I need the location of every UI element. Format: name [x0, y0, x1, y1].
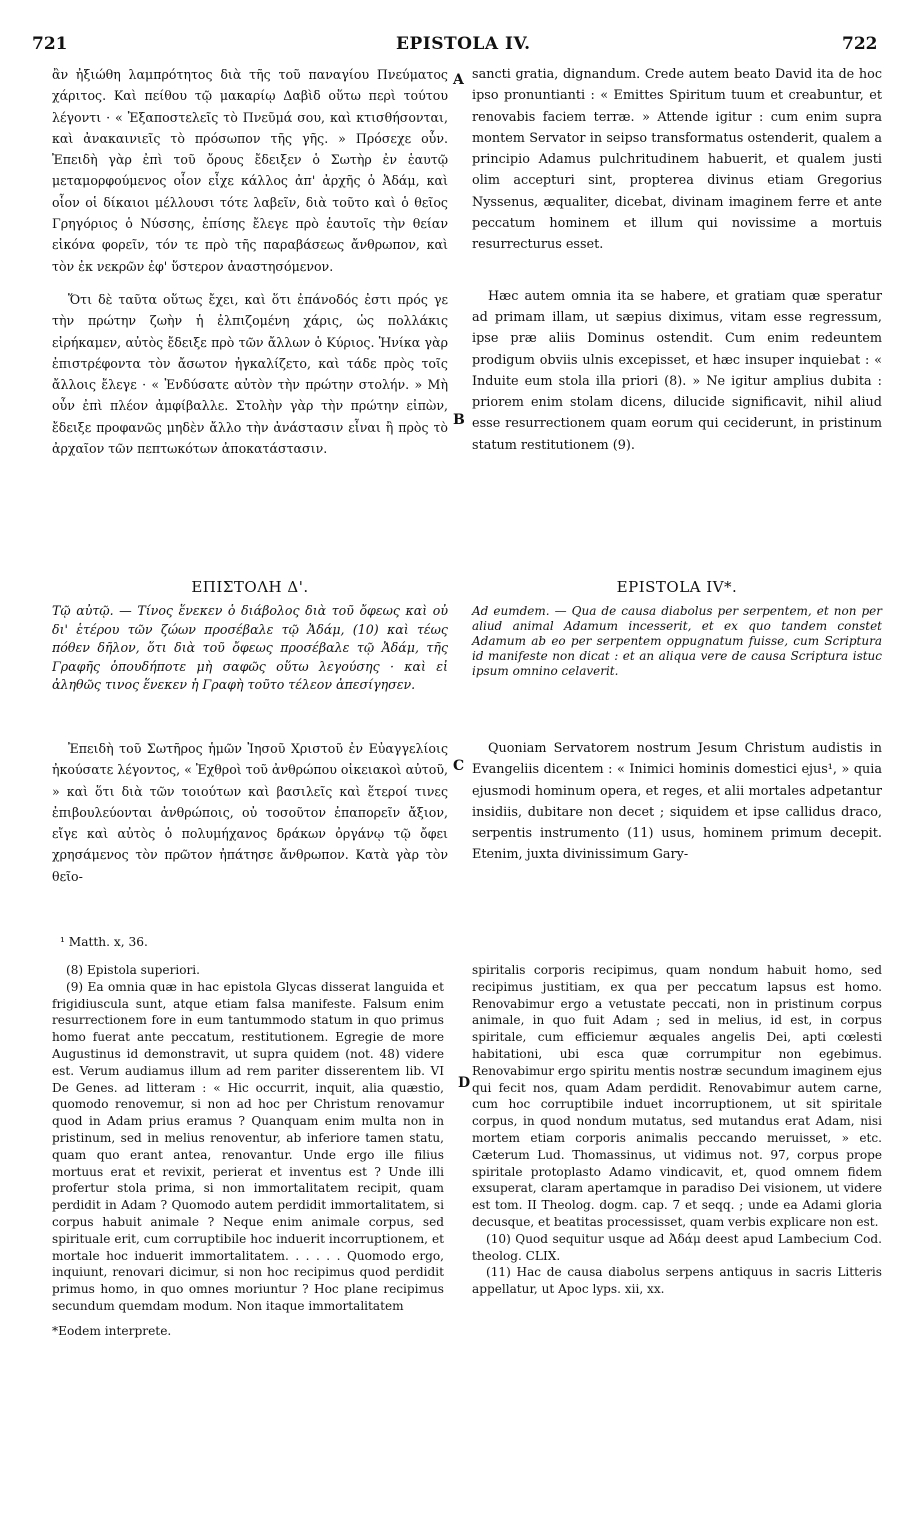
- greek-summary: Τῷ αὐτῷ. — Τίνος ἕνεκεν ὁ διάβολος διὰ τοῦ ὄφεως καὶ οὐ δι' ἑτέρου τῶν ζώων προσέβαλε τῷ Ἀδάμ, (10) καὶ τέως πόθεν δῆλον, ὅτι διὰ τοῦ ὄφεως προσέβαλε τῷ Ἀδάμ, τῆς Γραφῆς ὁπουδήποτε μὴ σαφῶς οὕτω λεγούσης · καὶ εἰ ἀληθῶς τινος ἕνεκεν ἡ Γραφὴ τοῦτο τέλεον ἀπεσίγησεν.: [52, 603, 448, 692]
- note-8: (8) Epistola superiori.: [66, 963, 200, 977]
- greek-epistle-title: ΕΠΙΣΤΟΛΗ Δ'.: [191, 578, 309, 596]
- page-number-left: 721: [32, 34, 68, 54]
- note-10: (10) Quod sequitur usque ad Ἀδάμ deest apud Lambecium Cod. theolog. CLIX.: [472, 1231, 882, 1263]
- greek-column-top: [52, 64, 448, 459]
- greek-epistle-head: [52, 578, 448, 695]
- latin-paragraph-3: Quoniam Servatorem nostrum Jesum Christum audistis in Evangeliis dicentem : « Inimici hominis domestici ejus¹, » quia ejusmodi hominum opera, et reges, et alii mortales adpetantur insidiis, dubitare non decet ; siquidem et ipse callidus draco, serpentis instrumento (11) usus, hominem primum decepit. Etenim, juxta divinissimum Gary-: [472, 741, 882, 863]
- latin-paragraph-2: Hæc autem omnia ita se habere, et gratiam quæ speratur ad primam illam, ut sæpius diximus, vitam esse regressum, ipse præ aliis Dominus ostendit. Cum enim redeuntem prodigum obviis ulnis excepisset, et hæc insuper inquiebat : « Induite eum stola illa priori (8). » Ne igitur amplius dubita : priorem enim stolam dicens, dilucide significavit, nihil aliud esse resurrectionem quam eorum qui ceciderunt, in pristinum statum restitutionem (9).: [472, 288, 882, 453]
- running-title: EPISTOLA IV.: [396, 34, 531, 54]
- interpreter-note: *Eodem interprete.: [52, 1323, 172, 1338]
- notes-right-column: [472, 962, 882, 1298]
- margin-marker-d: D: [458, 1075, 471, 1091]
- latin-paragraph-1: sancti gratia, dignandum. Crede autem beato David ita de hoc ipso pronuntianti : « Emittes Spiritum tuum et creabuntur, et renovabis faciem terræ. » Attende igitur : cum enim supra montem Servator in seipso transformatus ostenderit, qualem a principio Adamus pulchritudinem habuerit, et qualem justi olim accepturi sint, propterea divinus etiam Gregorius Nyssenus, æqualiter, dicebat, divinam imaginem ferre et ante peccatum hominem et illum qui novissime a mortuis resurrecturus esset.: [472, 67, 882, 253]
- latin-epistle-title: EPISTOLA IV*.: [616, 578, 738, 596]
- margin-marker-a: A: [453, 72, 464, 88]
- greek-paragraph-3: Ἐπειδὴ τοῦ Σωτῆρος ἡμῶν Ἰησοῦ Χριστοῦ ἐν Εὐαγγελίοις ἠκούσατε λέγοντος, « Ἐχθροὶ τοῦ ἀνθρώπου οἰκειακοὶ αὐτοῦ, » καὶ ὅτι διὰ τῶν τοιούτων καὶ βασιλεῖς καὶ ἕτεροί τινες ἐπιβουλεύονται ἀνθρώποις, οὐ τοσοῦτον ἐπαπορεῖν ἄξιον, εἴγε καὶ αὐτὸς ὁ πολυμήχανος δράκων ὀργάνῳ τῷ ὄφει χρησάμενος τὸν πρῶτον ἠπάτησε ἄνθρωπον. Κατὰ γὰρ τὸν θεῖο-: [52, 741, 448, 884]
- margin-marker-c: C: [453, 758, 465, 774]
- latin-epistle-head: [472, 578, 882, 679]
- greek-column-bottom: [52, 738, 448, 887]
- notes-left-column: [52, 962, 444, 1339]
- scripture-footnote: [60, 934, 456, 951]
- note-9-part-1: (9) Ea omnia quæ in hac epistola Glycas disserat languida et frigidiuscula sunt, atque etiam falsa manifeste. Falsum enim resurrectionem fore in eum tantummodo statum in quo primus homo fuerat ante peccatum, restitutionem. Egregie de more Augustinus id demonstravit, ut supra quidem (not. 48) videre est. Verum audiamus illum ad rem pariter disserentem lib. VI De Genes. ad litteram : « Hic occurrit, inquit, alia quæstio, quomodo renovemur, si non ad hoc per Christum renovamur quod in Adam prius eramus ? Quanquam enim multa non in pristinum, sed in melius renoventur, ab inferiore tamen statu, quam quo erant antea, renovantur. Unde ergo ille filius mortuus erat et revixit, perierat et inventus est ? Unde illi profertur stola prima, si non immortalitatem recipit, quam perdidit in Adam ? Quomodo autem perdidit immortalitatem, si corpus habuit animale ? Neque enim animale corpus, sed spirituale erit, cum corruptibile hoc induerit incorruptionem, et mortale hoc induerit immortalitatem. . . . . . Quomodo ergo, inquiunt, renovari dicimur, si non hoc recipimus quod perdidit primus homo, in quo omnes moriuntur ? Hoc plane recipimus secundum quemdam modum. Non itaque immortalitatem: [52, 979, 444, 1313]
- page-number-right: 722: [842, 34, 878, 54]
- latin-column-top: [472, 64, 882, 456]
- footnote-matthew: ¹ Matth. x, 36.: [60, 935, 148, 949]
- latin-column-bottom: [472, 738, 882, 866]
- note-11: (11) Hac de causa diabolus serpens antiquus in sacris Litteris appellatur, ut Apoc lyps. xii, xx.: [472, 1265, 882, 1297]
- note-9-part-2: spiritalis corporis recipimus, quam nondum habuit homo, sed recipimus justitiam, ex qua per peccatum lapsus est homo. Renovabimur ergo a vetustate peccati, non in pristinum corpus animale, in quo fuit Adam ; sed in melius, id est, in corpus spiritale, cum efficiemur æquales angelis Dei, apti cœlesti habitationi, ubi esca quæ corrumpitur non egebimus. Renovabimur ergo spiritu mentis nostræ secundum imaginem ejus qui fecit nos, quam Adam perdidit. Renovabimur autem carne, cum hoc corruptibile induet incorruptionem, ut sit spiritale corpus, in quod nondum mutatus, sed mutandus erat Adam, nisi mortem etiam corporis animalis peccando meruisset, » etc. Cæterum Lud. Thomassinus, ut vidimus not. 97, corpus prope spiritale protoplasto Adamo vindicavit, et, quod omnem fidem exsuperat, claram apertamque in paradiso Dei visionem, ut videre est tom. II Theolog. dogm. cap. 7 et seqq. ; unde ea Adami gloria decusque, et beatitas processisset, quam verbis explicare non est.: [472, 963, 882, 1229]
- margin-marker-b: B: [453, 412, 465, 428]
- greek-paragraph-2: Ὅτι δὲ ταῦτα οὕτως ἔχει, καὶ ὅτι ἐπάνοδός ἐστι πρός γε τὴν πρώτην ζωὴν ἡ ἐλπιζομένη χάρις, ὡς πολλάκις εἰρήκαμεν, αὐτὸς ἔδειξε πρὸ τῶν ἄλλων ὁ Κύριος. Ἡνίκα γὰρ ἐπιστρέφοντα τὸν ἄσωτον ἠγκαλίζετο, καὶ τάδε πρὸς τοῖς ἄλλοις ἔλεγε · « Ἐνδύσατε αὐτὸν τὴν πρώτην στολήν. » Μὴ οὖν ἐπὶ πλέον ἀμφίβαλλε. Στολὴν γὰρ τὴν πρώτην εἰπὼν, ἔδειξε προφανῶς μηδὲν ἄλλο τὴν ἀνάστασιν εἶναι ἢ πρὸς τὸ ἀρχαῖον τῶν πεπτωκότων ἀποκατάστασιν.: [52, 291, 448, 457]
- greek-paragraph-1: ἂν ἠξιώθη λαμπρότητος διὰ τῆς τοῦ παναγίου Πνεύματος χάριτος. Καὶ πείθου τῷ μακαρίῳ Δαβὶδ οὕτω περὶ τούτου λέγοντι · « Ἐξαποστελεῖς τὸ Πνεῦμά σου, καὶ κτισθήσονται, καὶ ἀνακαινιεῖς τὸ πρόσωπον τῆς γῆς. » Πρόσεχε οὖν. Ἐπειδὴ γὰρ ἐπὶ τοῦ ὄρους ἔδειξεν ὁ Σωτὴρ ἐν ἑαυτῷ μεταμορφούμενος οἷον εἶχε κάλλος ἀπ' ἀρχῆς ὁ Ἀδάμ, καὶ οἷον οἱ δίκαιοι μέλλουσι τότε λαβεῖν, διὰ τοῦτο καὶ ὁ θεῖος Γρηγόριος ὁ Νύσσης, ἐπίσης ἔλεγε πρὸ ἑαυτοῖς τὴν θείαν εἰκόνα φορεῖν, τόν τε πρὸ τῆς παραβάσεως ἄνθρωπον, καὶ τὸν ἐκ νεκρῶν ἐφ' ὕστερον ἀναστησόμενον.: [52, 67, 448, 274]
- latin-summary: Ad eumdem. — Qua de causa diabolus per serpentem, et non per aliud animal Adamum incesserit, et ex quo tandem constet Adamum ab eo per serpentem oppugnatum fuisse, cum Scriptura id manifeste non dicat : et an aliqua vere de causa Scriptura istuc ipsum omnino celaverit.: [472, 604, 882, 678]
